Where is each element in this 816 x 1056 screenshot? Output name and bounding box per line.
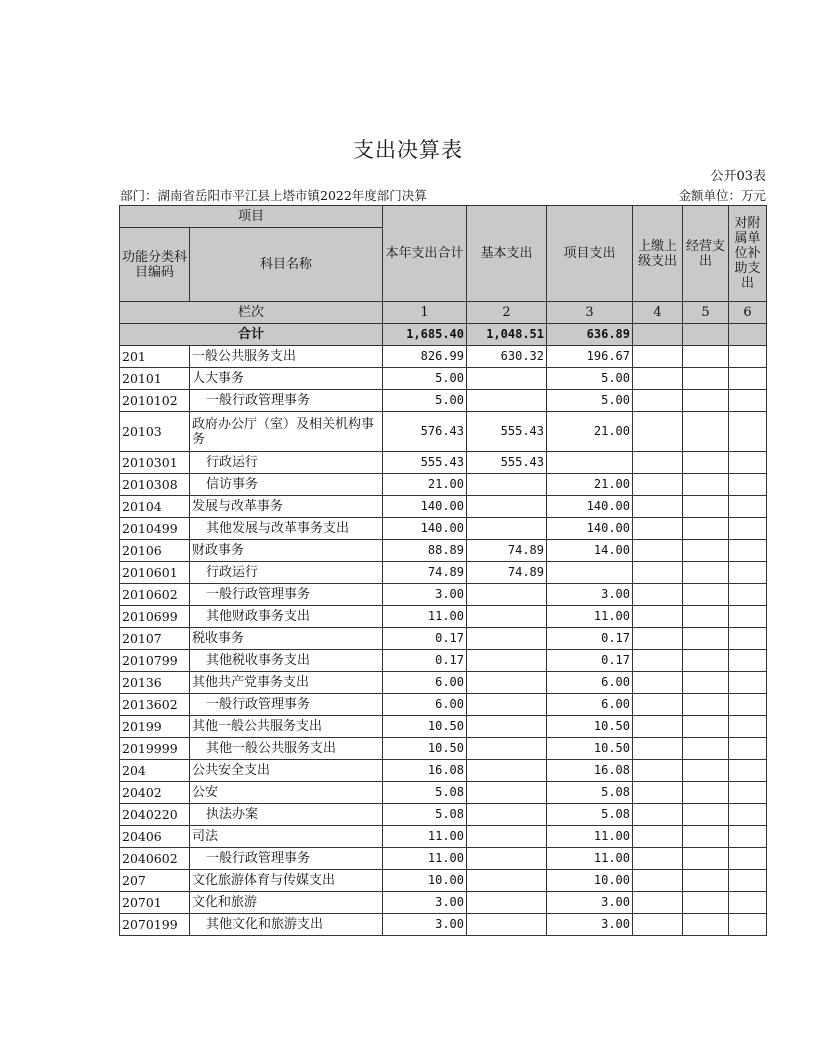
row-operating (683, 474, 729, 496)
row-project: 6.00 (547, 672, 633, 694)
table-row (120, 606, 767, 628)
row-code: 201 (120, 346, 190, 368)
row-upper (633, 628, 683, 650)
header-operating: 经营支出 (683, 206, 729, 302)
row-upper (633, 870, 683, 892)
row-upper (633, 892, 683, 914)
col-index-1: 1 (383, 302, 467, 324)
row-operating (683, 848, 729, 870)
row-total: 826.99 (383, 346, 467, 368)
row-basic: 555.43 (467, 412, 547, 452)
table-row (120, 412, 767, 452)
row-operating (683, 914, 729, 936)
row-subject-name: 一般行政管理事务 (190, 390, 383, 412)
row-subsidy (729, 518, 767, 540)
row-total: 140.00 (383, 496, 467, 518)
row-code: 2010308 (120, 474, 190, 496)
row-total: 16.08 (383, 760, 467, 782)
table-row (120, 716, 767, 738)
row-operating (683, 782, 729, 804)
col-index-4: 4 (633, 302, 683, 324)
row-subsidy (729, 738, 767, 760)
page-title: 支出决算表 (353, 138, 463, 162)
row-project: 5.08 (547, 782, 633, 804)
row-subject-name: 政府办公厅（室）及相关机构事务 (190, 412, 383, 452)
row-project: 5.00 (547, 368, 633, 390)
row-upper (633, 914, 683, 936)
row-subject-name: 发展与改革事务 (190, 496, 383, 518)
table-row (120, 848, 767, 870)
row-operating (683, 606, 729, 628)
row-total: 5.00 (383, 390, 467, 412)
table-row (120, 650, 767, 672)
row-upper (633, 584, 683, 606)
row-subsidy (729, 804, 767, 826)
table-row (120, 540, 767, 562)
row-total: 88.89 (383, 540, 467, 562)
row-subject-name: 人大事务 (190, 368, 383, 390)
row-total: 5.08 (383, 804, 467, 826)
row-project: 11.00 (547, 826, 633, 848)
row-project: 11.00 (547, 848, 633, 870)
row-total: 10.50 (383, 738, 467, 760)
row-upper (633, 474, 683, 496)
row-project (547, 452, 633, 474)
row-operating (683, 496, 729, 518)
expenditure-table (119, 205, 767, 936)
row-subject-name: 司法 (190, 826, 383, 848)
row-basic (467, 496, 547, 518)
row-code: 2070199 (120, 914, 190, 936)
total-project: 636.89 (547, 324, 633, 346)
col-index-5: 5 (683, 302, 729, 324)
table-row (120, 346, 767, 368)
row-basic (467, 474, 547, 496)
row-subject-name: 执法办案 (190, 804, 383, 826)
row-basic (467, 584, 547, 606)
row-subsidy (729, 562, 767, 584)
row-basic (467, 826, 547, 848)
row-total: 555.43 (383, 452, 467, 474)
total-sum: 1,685.40 (383, 324, 467, 346)
row-code: 2010699 (120, 606, 190, 628)
row-project (547, 562, 633, 584)
row-subsidy (729, 496, 767, 518)
row-code: 2010102 (120, 390, 190, 412)
row-code: 20106 (120, 540, 190, 562)
table-row (120, 562, 767, 584)
row-total: 6.00 (383, 672, 467, 694)
row-total: 10.50 (383, 716, 467, 738)
row-upper (633, 518, 683, 540)
row-subject-name: 文化旅游体育与传媒支出 (190, 870, 383, 892)
row-subsidy (729, 628, 767, 650)
row-subsidy (729, 540, 767, 562)
table-row (120, 804, 767, 826)
table-row (120, 584, 767, 606)
table-body (120, 346, 767, 936)
row-code: 20101 (120, 368, 190, 390)
row-upper (633, 562, 683, 584)
row-operating (683, 518, 729, 540)
row-project: 10.00 (547, 870, 633, 892)
row-project: 10.50 (547, 738, 633, 760)
row-total: 140.00 (383, 518, 467, 540)
table-row (120, 870, 767, 892)
row-basic (467, 628, 547, 650)
col-index-6: 6 (729, 302, 767, 324)
table-row (120, 390, 767, 412)
row-subsidy (729, 584, 767, 606)
row-subject-name: 其他一般公共服务支出 (190, 738, 383, 760)
row-basic (467, 368, 547, 390)
col-index-3: 3 (547, 302, 633, 324)
row-subject-name: 行政运行 (190, 452, 383, 474)
row-total: 0.17 (383, 628, 467, 650)
table-row (120, 672, 767, 694)
row-code: 2010301 (120, 452, 190, 474)
row-total: 3.00 (383, 892, 467, 914)
row-project: 6.00 (547, 694, 633, 716)
row-subsidy (729, 346, 767, 368)
row-upper (633, 848, 683, 870)
row-basic (467, 782, 547, 804)
row-operating (683, 672, 729, 694)
row-subject-name: 公安 (190, 782, 383, 804)
row-operating (683, 738, 729, 760)
row-subsidy (729, 672, 767, 694)
header-project: 项目 (120, 206, 383, 228)
total-basic: 1,048.51 (467, 324, 547, 346)
table-row (120, 694, 767, 716)
row-project: 3.00 (547, 914, 633, 936)
row-basic: 555.43 (467, 452, 547, 474)
row-code: 2010499 (120, 518, 190, 540)
row-project: 21.00 (547, 412, 633, 452)
table-row (120, 628, 767, 650)
row-subsidy (729, 452, 767, 474)
row-upper (633, 650, 683, 672)
row-basic: 630.32 (467, 346, 547, 368)
row-upper (633, 346, 683, 368)
row-basic (467, 694, 547, 716)
row-operating (683, 628, 729, 650)
row-subsidy (729, 694, 767, 716)
row-subject-name: 其他发展与改革事务支出 (190, 518, 383, 540)
row-subject-name: 文化和旅游 (190, 892, 383, 914)
row-operating (683, 412, 729, 452)
header-upper-payment: 上缴上级支出 (633, 206, 683, 302)
row-subject-name: 其他财政事务支出 (190, 606, 383, 628)
row-project: 3.00 (547, 584, 633, 606)
row-upper (633, 368, 683, 390)
row-project: 196.67 (547, 346, 633, 368)
row-basic (467, 606, 547, 628)
row-subject-name: 一般行政管理事务 (190, 584, 383, 606)
row-operating (683, 540, 729, 562)
row-project: 10.50 (547, 716, 633, 738)
row-subject-name: 财政事务 (190, 540, 383, 562)
col-index-2: 2 (467, 302, 547, 324)
row-subject-name: 其他共产党事务支出 (190, 672, 383, 694)
row-code: 204 (120, 760, 190, 782)
table-row (120, 826, 767, 848)
row-basic (467, 804, 547, 826)
row-code: 2040220 (120, 804, 190, 826)
row-upper (633, 782, 683, 804)
table-row (120, 892, 767, 914)
row-operating (683, 826, 729, 848)
row-subsidy (729, 474, 767, 496)
row-basic: 74.89 (467, 562, 547, 584)
row-code: 2010601 (120, 562, 190, 584)
row-upper (633, 672, 683, 694)
row-code: 207 (120, 870, 190, 892)
row-basic (467, 716, 547, 738)
row-subject-name: 税收事务 (190, 628, 383, 650)
table-row (120, 368, 767, 390)
row-upper (633, 716, 683, 738)
total-operating (683, 324, 729, 346)
row-project: 21.00 (547, 474, 633, 496)
row-upper (633, 390, 683, 412)
row-total: 11.00 (383, 826, 467, 848)
row-total: 10.00 (383, 870, 467, 892)
row-basic (467, 390, 547, 412)
row-subject-name: 其他文化和旅游支出 (190, 914, 383, 936)
row-operating (683, 870, 729, 892)
row-total: 0.17 (383, 650, 467, 672)
row-project: 140.00 (547, 496, 633, 518)
row-upper (633, 412, 683, 452)
row-code: 20104 (120, 496, 190, 518)
row-operating (683, 650, 729, 672)
row-subsidy (729, 760, 767, 782)
row-subsidy (729, 826, 767, 848)
row-upper (633, 804, 683, 826)
row-operating (683, 368, 729, 390)
row-total: 6.00 (383, 694, 467, 716)
row-subsidy (729, 606, 767, 628)
row-code: 2010799 (120, 650, 190, 672)
amount-unit-label: 金额单位：万元 (678, 188, 766, 203)
table-row (120, 782, 767, 804)
row-basic (467, 518, 547, 540)
row-project: 3.00 (547, 892, 633, 914)
row-upper (633, 452, 683, 474)
row-code: 20107 (120, 628, 190, 650)
row-subsidy (729, 716, 767, 738)
row-subsidy (729, 390, 767, 412)
row-operating (683, 562, 729, 584)
row-subject-name: 一般行政管理事务 (190, 694, 383, 716)
table-row (120, 914, 767, 936)
row-total: 74.89 (383, 562, 467, 584)
row-total: 5.08 (383, 782, 467, 804)
row-project: 16.08 (547, 760, 633, 782)
row-subsidy (729, 914, 767, 936)
row-code: 20199 (120, 716, 190, 738)
row-code: 2040602 (120, 848, 190, 870)
row-project: 5.08 (547, 804, 633, 826)
row-project: 0.17 (547, 628, 633, 650)
row-operating (683, 584, 729, 606)
row-subject-name: 一般公共服务支出 (190, 346, 383, 368)
table-row (120, 452, 767, 474)
header-subject-name: 科目名称 (190, 228, 383, 302)
row-total: 5.00 (383, 368, 467, 390)
row-total: 21.00 (383, 474, 467, 496)
row-project: 140.00 (547, 518, 633, 540)
row-operating (683, 390, 729, 412)
row-operating (683, 346, 729, 368)
row-basic (467, 870, 547, 892)
row-basic (467, 848, 547, 870)
table-row (120, 474, 767, 496)
row-project: 0.17 (547, 650, 633, 672)
row-project: 14.00 (547, 540, 633, 562)
header-subsidy: 对附属单位补助支出 (729, 206, 767, 302)
row-subject-name: 信访事务 (190, 474, 383, 496)
row-operating (683, 452, 729, 474)
total-label: 合计 (120, 324, 383, 346)
row-operating (683, 760, 729, 782)
row-upper (633, 694, 683, 716)
row-total: 576.43 (383, 412, 467, 452)
row-upper (633, 826, 683, 848)
header-basic: 基本支出 (467, 206, 547, 302)
row-total: 3.00 (383, 584, 467, 606)
row-subsidy (729, 848, 767, 870)
row-upper (633, 760, 683, 782)
department-label: 部门：湖南省岳阳市平江县上塔市镇2022年度部门决算 (120, 188, 427, 203)
row-subject-name: 公共安全支出 (190, 760, 383, 782)
row-code: 2013602 (120, 694, 190, 716)
row-code: 20402 (120, 782, 190, 804)
row-subject-name: 其他一般公共服务支出 (190, 716, 383, 738)
row-basic (467, 650, 547, 672)
row-total: 11.00 (383, 606, 467, 628)
row-basic (467, 672, 547, 694)
table-row (120, 760, 767, 782)
total-subsidy (729, 324, 767, 346)
row-subsidy (729, 782, 767, 804)
header-project-expense: 项目支出 (547, 206, 633, 302)
row-subject-name: 一般行政管理事务 (190, 848, 383, 870)
total-upper (633, 324, 683, 346)
row-code: 20103 (120, 412, 190, 452)
row-code: 20406 (120, 826, 190, 848)
row-code: 2019999 (120, 738, 190, 760)
table-row (120, 738, 767, 760)
row-subsidy (729, 412, 767, 452)
header-func-code: 功能分类科目编码 (120, 228, 190, 302)
header-total: 本年支出合计 (383, 206, 467, 302)
row-basic: 74.89 (467, 540, 547, 562)
row-subsidy (729, 870, 767, 892)
row-basic (467, 738, 547, 760)
row-operating (683, 694, 729, 716)
row-upper (633, 738, 683, 760)
form-number: 公开03表 (710, 169, 766, 184)
row-operating (683, 892, 729, 914)
row-total: 3.00 (383, 914, 467, 936)
row-subsidy (729, 650, 767, 672)
header-row-index: 栏次 (120, 302, 383, 324)
row-basic (467, 760, 547, 782)
row-code: 2010602 (120, 584, 190, 606)
row-total: 11.00 (383, 848, 467, 870)
row-code: 20701 (120, 892, 190, 914)
row-basic (467, 892, 547, 914)
row-project: 5.00 (547, 390, 633, 412)
table-row (120, 496, 767, 518)
row-upper (633, 496, 683, 518)
row-subsidy (729, 368, 767, 390)
row-code: 20136 (120, 672, 190, 694)
row-subject-name: 行政运行 (190, 562, 383, 584)
row-upper (633, 606, 683, 628)
row-operating (683, 804, 729, 826)
row-basic (467, 914, 547, 936)
row-upper (633, 540, 683, 562)
table-row (120, 518, 767, 540)
row-operating (683, 716, 729, 738)
row-subject-name: 其他税收事务支出 (190, 650, 383, 672)
row-project: 11.00 (547, 606, 633, 628)
row-subsidy (729, 892, 767, 914)
